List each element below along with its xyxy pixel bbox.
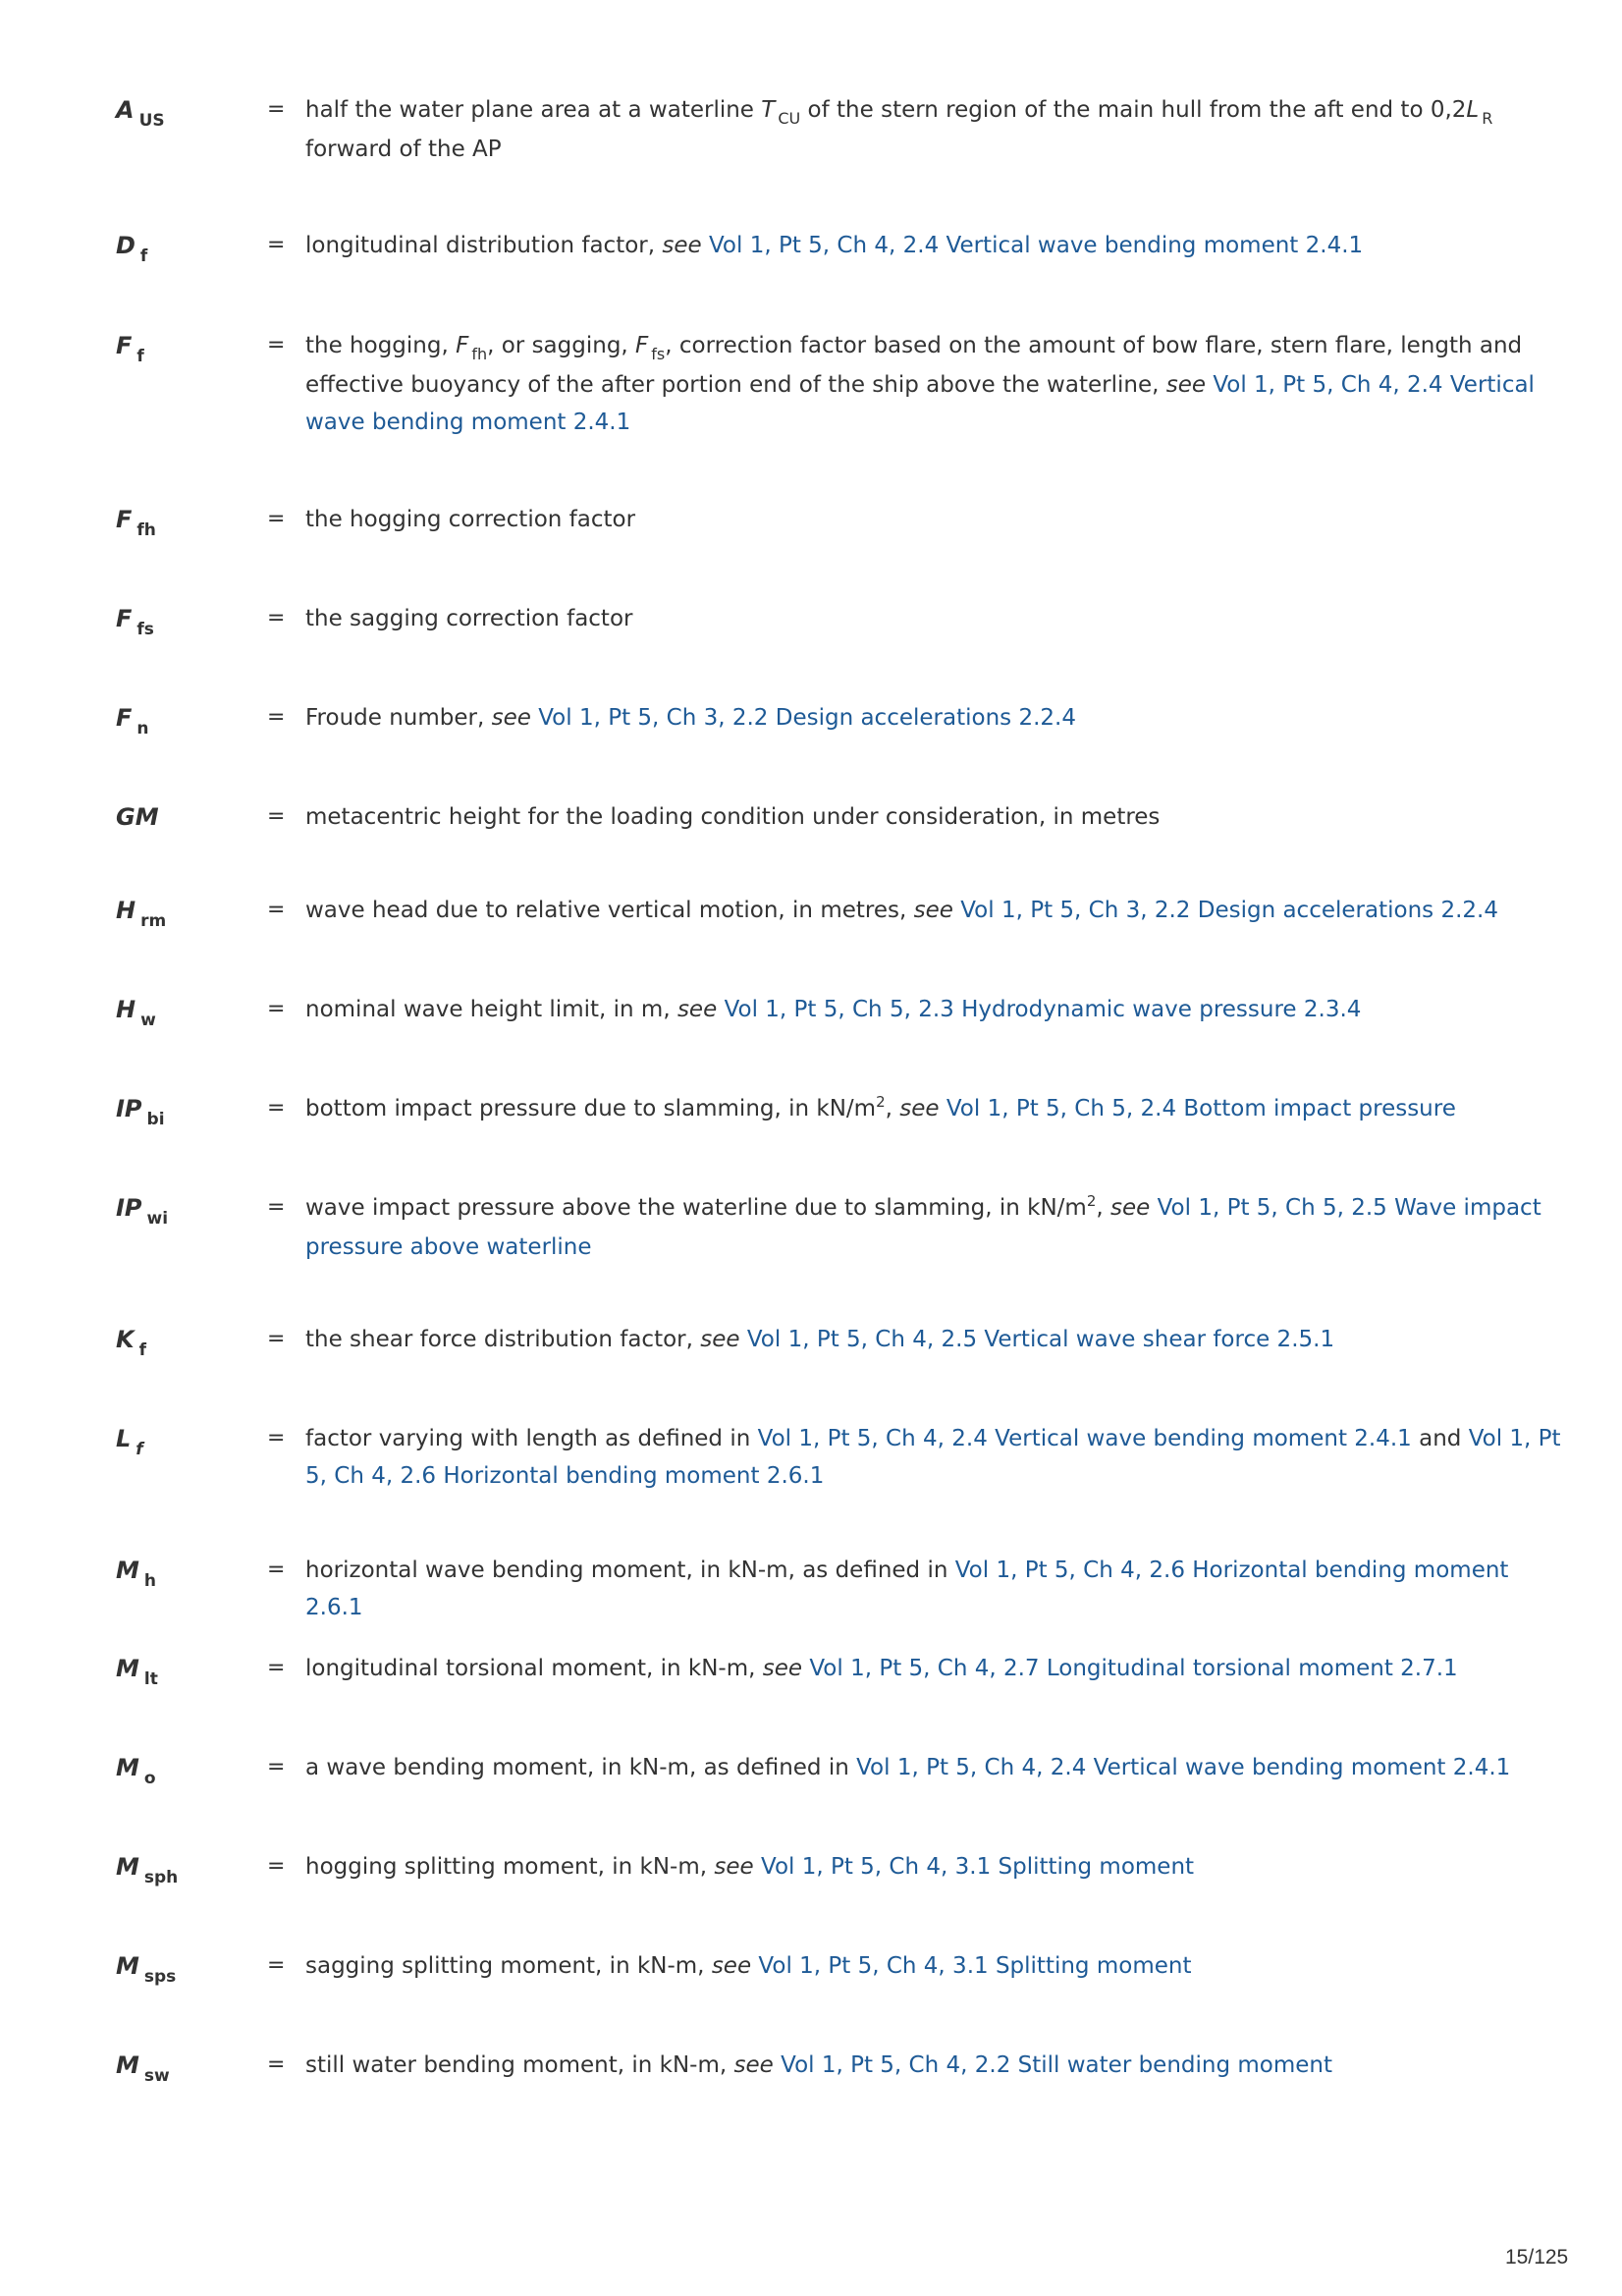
equals-sign: = bbox=[267, 1755, 286, 1779]
definition-text: the shear force distribution factor, see Vol 1, Pt 5, Ch 4, 2.5 Vertical wave shear force 2.5.1 bbox=[305, 1327, 1335, 1352]
definition-text: wave impact pressure above the waterline due to slamming, in $kN/m^2$, see Vol 1, Pt 5, Ch 5, 2.5 Wave impact pressure above waterline bbox=[305, 1192, 1541, 1260]
reference-link[interactable]: Vol 1, Pt 5, Ch 4, 2.5 Vertical wave shear force 2.5.1 bbox=[746, 1327, 1335, 1352]
symbol: GM bbox=[116, 803, 159, 831]
symbol: M $_o$ bbox=[116, 1754, 156, 1788]
symbol: D $_f$ bbox=[116, 232, 148, 266]
page-number: 15/125 bbox=[1505, 2246, 1569, 2269]
reference-link[interactable]: Vol 1, Pt 5, Ch 4, 2.4 Vertical wave bending moment 2.4.1 bbox=[305, 372, 1535, 435]
reference-link[interactable]: Vol 1, Pt 5, Ch 4, 2.7 Longitudinal torsional moment 2.7.1 bbox=[809, 1656, 1458, 1681]
reference-link[interactable]: Vol 1, Pt 5, Ch 4, 2.6 Horizontal bending moment 2.6.1 bbox=[305, 1426, 1561, 1489]
reference-link[interactable]: Vol 1, Pt 5, Ch 4, 3.1 Splitting moment bbox=[761, 1854, 1195, 1880]
equals-sign: = bbox=[267, 1096, 286, 1121]
symbol: IP $_{wi}$ bbox=[116, 1194, 169, 1229]
equals-sign: = bbox=[267, 804, 286, 829]
reference-link[interactable]: Vol 1, Pt 5, Ch 4, 2.4 Vertical wave bending moment 2.4.1 bbox=[757, 1426, 1412, 1451]
reference-link[interactable]: Vol 1, Pt 5, Ch 3, 2.2 Design accelerations 2.2.4 bbox=[960, 898, 1498, 923]
definition-text: a wave bending moment, in kN-m, as defined in Vol 1, Pt 5, Ch 4, 2.4 Vertical wave bending moment 2.4.1 bbox=[305, 1755, 1511, 1780]
definition-text: horizontal wave bending moment, in kN-m, as defined in Vol 1, Pt 5, Ch 4, 2.6 Horizontal bending moment 2.6.1 bbox=[305, 1558, 1509, 1620]
symbol: F $_{fh}$ bbox=[116, 506, 156, 540]
equals-sign: = bbox=[267, 606, 286, 630]
symbol: M $_{lt}$ bbox=[116, 1655, 158, 1689]
reference-link[interactable]: Vol 1, Pt 5, Ch 4, 2.4 Vertical wave bending moment 2.4.1 bbox=[856, 1755, 1511, 1780]
definition-text: factor varying with length as defined in Vol 1, Pt 5, Ch 4, 2.4 Vertical wave bending moment 2.4.1 and Vol 1, Pt 5, Ch 4, 2.6 Horizontal bending moment 2.6.1 bbox=[305, 1426, 1561, 1489]
reference-link[interactable]: Vol 1, Pt 5, Ch 4, 2.6 Horizontal bending moment 2.6.1 bbox=[305, 1558, 1509, 1620]
reference-link[interactable]: Vol 1, Pt 5, Ch 5, 2.3 Hydrodynamic wave pressure 2.3.4 bbox=[724, 997, 1362, 1022]
equals-sign: = bbox=[267, 898, 286, 922]
symbol: H $_{rm}$ bbox=[116, 897, 167, 931]
symbol: H $_w$ bbox=[116, 996, 156, 1030]
reference-link[interactable]: Vol 1, Pt 5, Ch 4, 2.2 Still water bending moment bbox=[781, 2052, 1333, 2078]
equals-sign: = bbox=[267, 2052, 286, 2077]
reference-link[interactable]: Vol 1, Pt 5, Ch 5, 2.5 Wave impact pressure above waterline bbox=[305, 1195, 1541, 1260]
equals-sign: = bbox=[267, 997, 286, 1021]
reference-link[interactable]: Vol 1, Pt 5, Ch 5, 2.4 Bottom impact pressure bbox=[946, 1096, 1456, 1121]
definition-text: still water bending moment, in kN-m, see Vol 1, Pt 5, Ch 4, 2.2 Still water bending moment bbox=[305, 2052, 1333, 2078]
equals-sign: = bbox=[267, 507, 286, 531]
symbol: A $_{US}$ bbox=[116, 96, 165, 131]
equals-sign: = bbox=[267, 1426, 286, 1450]
symbol: M $_h$ bbox=[116, 1557, 156, 1591]
equals-sign: = bbox=[267, 1953, 286, 1978]
reference-link[interactable]: Vol 1, Pt 5, Ch 4, 3.1 Splitting moment bbox=[758, 1953, 1192, 1979]
equals-sign: = bbox=[267, 705, 286, 730]
definition-text: nominal wave height limit, in m, see Vol 1, Pt 5, Ch 5, 2.3 Hydrodynamic wave pressure 2.3.4 bbox=[305, 997, 1362, 1022]
equals-sign: = bbox=[267, 97, 286, 122]
symbol: M $_{sw}$ bbox=[116, 2051, 170, 2086]
equals-sign: = bbox=[267, 333, 286, 357]
equals-sign: = bbox=[267, 1854, 286, 1879]
symbol: M $_{sps}$ bbox=[116, 1952, 177, 1987]
reference-link[interactable]: Vol 1, Pt 5, Ch 4, 2.4 Vertical wave bending moment 2.4.1 bbox=[708, 233, 1364, 258]
definition-text: the sagging correction factor bbox=[305, 606, 633, 631]
equals-sign: = bbox=[267, 1558, 286, 1582]
definition-text: wave head due to relative vertical motion, in metres, see Vol 1, Pt 5, Ch 3, 2.2 Design accelerations 2.2.4 bbox=[305, 898, 1498, 923]
definition-text: sagging splitting moment, in kN-m, see Vol 1, Pt 5, Ch 4, 3.1 Splitting moment bbox=[305, 1953, 1192, 1979]
symbol: IP $_{bi}$ bbox=[116, 1095, 165, 1129]
symbol: F $_n$ bbox=[116, 704, 149, 738]
equals-sign: = bbox=[267, 1656, 286, 1680]
equals-sign: = bbox=[267, 1195, 286, 1220]
symbol: K $_f$ bbox=[116, 1326, 147, 1360]
definition-text: Froude number, see Vol 1, Pt 5, Ch 3, 2.2 Design accelerations 2.2.4 bbox=[305, 705, 1076, 731]
definition-text: hogging splitting moment, in kN-m, see Vol 1, Pt 5, Ch 4, 3.1 Splitting moment bbox=[305, 1854, 1195, 1880]
definition-text: half the water plane area at a waterline T $_{CU}$ of the stern region of the main hull from the aft end to 0,2L $_R$ forward of the AP bbox=[305, 97, 1493, 162]
equals-sign: = bbox=[267, 233, 286, 257]
definition-text: bottom impact pressure due to slamming, in $kN/m^2$, see Vol 1, Pt 5, Ch 5, 2.4 Bottom impact pressure bbox=[305, 1093, 1456, 1121]
definition-text: the hogging, F $_{fh}$, or sagging, F $_{fs}$, correction factor based on the amount of bow flare, stern flare, length and effective buoyancy of the after portion end of the ship above the waterline, see Vol 1, Pt 5, Ch 4, 2.4 Vertical wave bending moment 2.4.1 bbox=[305, 333, 1535, 435]
definition-text: the hogging correction factor bbox=[305, 507, 636, 532]
reference-link[interactable]: Vol 1, Pt 5, Ch 3, 2.2 Design accelerations 2.2.4 bbox=[538, 705, 1076, 731]
symbol: L $_f$ bbox=[116, 1425, 143, 1459]
equals-sign: = bbox=[267, 1327, 286, 1351]
symbol: F $_f$ bbox=[116, 332, 144, 366]
symbol: M $_{sph}$ bbox=[116, 1853, 179, 1887]
definition-text: metacentric height for the loading condition under consideration, in metres bbox=[305, 804, 1161, 830]
definition-text: longitudinal torsional moment, in kN-m, see Vol 1, Pt 5, Ch 4, 2.7 Longitudinal torsional moment 2.7.1 bbox=[305, 1656, 1458, 1681]
symbol: F $_{fs}$ bbox=[116, 605, 154, 639]
definition-text: longitudinal distribution factor, see Vol 1, Pt 5, Ch 4, 2.4 Vertical wave bending moment 2.4.1 bbox=[305, 233, 1364, 258]
